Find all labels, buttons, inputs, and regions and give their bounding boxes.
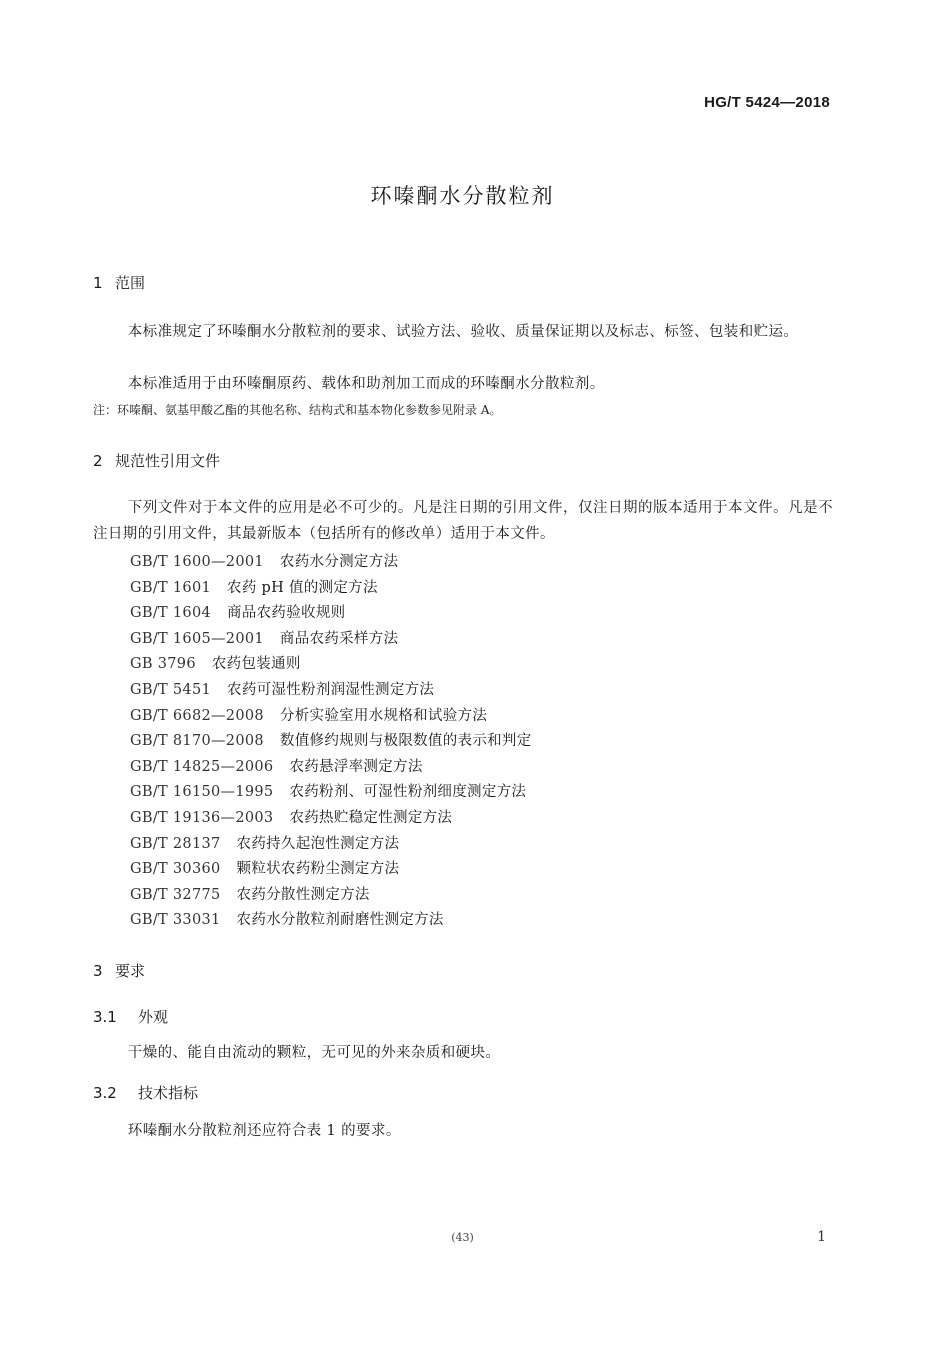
reference-title: 分析实验室用水规格和试验方法 xyxy=(279,707,488,724)
reference-title: 农药持久起泡性测定方法 xyxy=(236,835,400,852)
reference-code: GB 3796 xyxy=(130,656,196,673)
reference-title: 农药热贮稳定性测定方法 xyxy=(289,810,453,826)
reference-item xyxy=(130,883,370,904)
standard-code: HG/T 5424—2018 xyxy=(704,94,830,111)
section-2-intro: 下列文件对于本文件的应用是必不可少的。凡是注日期的引用文件，仅注日期的版本适用于本文件。凡是不注日期的引用文件，其最新版本（包括所有的修改单）适用于本文件。 xyxy=(93,500,833,542)
reference-title: 商品农药采样方法 xyxy=(279,630,399,647)
reference-code: GB/T 32775 xyxy=(130,886,221,903)
reference-item xyxy=(130,576,378,597)
reference-title: 数值修约规则与极限数值的表示和判定 xyxy=(279,733,532,750)
reference-title: 农药可湿性粉剂润湿性测定方法 xyxy=(227,682,435,698)
reference-title: 农药悬浮率测定方法 xyxy=(289,758,423,775)
section-title: 要求 xyxy=(115,962,146,980)
reference-title: 农药包装通则 xyxy=(211,656,301,673)
reference-item xyxy=(130,780,526,801)
page-number: 1 xyxy=(817,1229,826,1245)
reference-code: GB/T 5451 xyxy=(130,682,212,698)
subsection-number: 3.1 xyxy=(93,1008,117,1026)
footer-page-label: (43) xyxy=(451,1231,474,1244)
reference-title: 农药水分散粒剂耐磨性测定方法 xyxy=(236,912,444,929)
reference-code: GB/T 28137 xyxy=(130,835,221,852)
reference-code: GB/T 30360 xyxy=(130,861,221,878)
reference-title: 农药 pH 值的测定方法 xyxy=(227,579,378,596)
section-3-2-text: 环嗪酮水分散粒剂还应符合表 1 的要求。 xyxy=(127,1123,401,1139)
reference-code: GB/T 8170—2008 xyxy=(130,733,264,750)
reference-code: GB/T 6682—2008 xyxy=(130,707,264,724)
reference-item xyxy=(130,627,398,648)
section-number: 1 xyxy=(93,274,103,292)
reference-title: 颗粒状农药粉尘测定方法 xyxy=(236,861,400,878)
reference-code: GB/T 1604 xyxy=(130,605,212,622)
reference-item xyxy=(130,755,423,776)
reference-code: GB/T 1601 xyxy=(130,579,212,596)
reference-item xyxy=(130,832,399,853)
section-number: 2 xyxy=(93,452,103,470)
subsection-title: 外观 xyxy=(138,1008,169,1026)
document-title: 环嗪酮水分散粒剂 xyxy=(370,184,555,208)
section-1-note: 注：环嗪酮、氨基甲酸乙酯的其他名称、结构式和基本物化参数参见附录 A。 xyxy=(93,403,502,417)
reference-code: GB/T 16150—1995 xyxy=(130,784,274,801)
reference-code: GB/T 19136—2003 xyxy=(130,810,274,826)
section-title: 规范性引用文件 xyxy=(115,452,221,470)
section-title: 范围 xyxy=(115,274,146,292)
section-3-heading xyxy=(93,960,145,981)
section-1-paragraph-1: 本标准规定了环嗪酮水分散粒剂的要求、试验方法、验收、质量保证期以及标志、标签、包装和贮运。 xyxy=(127,324,799,340)
reference-title: 农药分散性测定方法 xyxy=(236,886,370,903)
reference-code: GB/T 14825—2006 xyxy=(130,758,274,775)
reference-title: 农药粉剂、可湿性粉剂细度测定方法 xyxy=(289,784,527,801)
section-3-2-heading xyxy=(93,1082,198,1103)
subsection-title: 技术指标 xyxy=(138,1084,199,1102)
section-1-paragraph-2: 本标准适用于由环嗪酮原药、载体和助剂加工而成的环嗪酮水分散粒剂。 xyxy=(127,376,605,392)
reference-item xyxy=(130,550,398,571)
reference-item xyxy=(130,806,452,827)
reference-item xyxy=(130,857,399,878)
reference-title: 农药水分测定方法 xyxy=(279,554,399,570)
reference-code: GB/T 33031 xyxy=(130,912,221,929)
reference-title: 商品农药验收规则 xyxy=(227,605,346,622)
reference-item xyxy=(130,652,301,673)
section-3-1-text: 干燥的、能自由流动的颗粒，无可见的外来杂质和硬块。 xyxy=(127,1045,501,1061)
section-number: 3 xyxy=(93,962,103,980)
reference-code: GB/T 1600—2001 xyxy=(130,554,264,570)
section-1-heading xyxy=(93,272,145,293)
reference-code: GB/T 1605—2001 xyxy=(130,630,264,647)
reference-item xyxy=(130,601,345,622)
reference-item xyxy=(130,908,444,929)
section-3-1-heading xyxy=(93,1006,168,1027)
reference-item xyxy=(130,704,487,725)
reference-item xyxy=(130,729,532,750)
reference-item xyxy=(130,678,434,699)
subsection-number: 3.2 xyxy=(93,1084,117,1102)
section-2-heading xyxy=(93,450,220,471)
